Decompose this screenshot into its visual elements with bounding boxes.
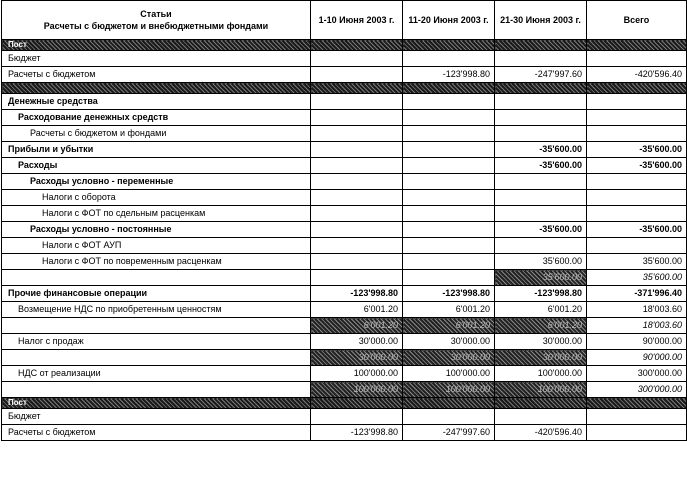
cell-total bbox=[587, 174, 687, 190]
row-label: Налоги с ФОТ АУП bbox=[2, 238, 311, 254]
cell-period-3 bbox=[495, 409, 587, 425]
table-row bbox=[2, 126, 687, 142]
cell-period-3: -123'998.80 bbox=[495, 286, 587, 302]
row-label bbox=[2, 83, 311, 94]
cell-period-1 bbox=[311, 110, 403, 126]
cell-period-1 bbox=[311, 206, 403, 222]
cell-period-3: -247'997.60 bbox=[495, 67, 587, 83]
cell-period-1: 100'000.00 bbox=[311, 382, 403, 398]
cell-total: 35'600.00 bbox=[587, 254, 687, 270]
header-row bbox=[2, 1, 687, 40]
row-label: Налоги с оборота bbox=[2, 190, 311, 206]
cell-period-2 bbox=[403, 398, 495, 409]
cell-period-1 bbox=[311, 51, 403, 67]
cell-total: -35'600.00 bbox=[587, 158, 687, 174]
cell-total: -371'996.40 bbox=[587, 286, 687, 302]
cell-total: 300'000.00 bbox=[587, 366, 687, 382]
table-row bbox=[2, 67, 687, 83]
cell-total bbox=[587, 238, 687, 254]
table-row bbox=[2, 158, 687, 174]
cell-period-1 bbox=[311, 222, 403, 238]
cell-period-3: 35'600.00 bbox=[495, 254, 587, 270]
table-row bbox=[2, 110, 687, 126]
cell-period-3: -35'600.00 bbox=[495, 142, 587, 158]
cell-period-2 bbox=[403, 126, 495, 142]
cell-period-1 bbox=[311, 40, 403, 51]
header-total: Всего bbox=[587, 1, 687, 40]
header-period-2: 11-20 Июня 2003 г. bbox=[403, 1, 495, 40]
cell-period-1: -123'998.80 bbox=[311, 425, 403, 441]
cell-period-3: 35'600.00 bbox=[495, 270, 587, 286]
table-row bbox=[2, 366, 687, 382]
cell-period-3: 6'001.20 bbox=[495, 318, 587, 334]
cell-total bbox=[587, 51, 687, 67]
cell-period-2: -123'998.80 bbox=[403, 67, 495, 83]
cell-total: 90'000.00 bbox=[587, 350, 687, 366]
row-label: Прочие финансовые операции bbox=[2, 286, 311, 302]
cell-total: 18'003.60 bbox=[587, 318, 687, 334]
cell-total: -420'596.40 bbox=[587, 67, 687, 83]
cell-total: 90'000.00 bbox=[587, 334, 687, 350]
cell-period-2 bbox=[403, 51, 495, 67]
table-row bbox=[2, 94, 687, 110]
cell-period-3 bbox=[495, 398, 587, 409]
cell-period-2: 30'000.00 bbox=[403, 350, 495, 366]
table-row bbox=[2, 238, 687, 254]
row-label: Бюджет bbox=[2, 409, 311, 425]
cell-period-2: 6'001.20 bbox=[403, 318, 495, 334]
cell-period-2 bbox=[403, 270, 495, 286]
cell-period-3: -35'600.00 bbox=[495, 222, 587, 238]
table-row bbox=[2, 398, 687, 409]
row-label: Налог с продаж bbox=[2, 334, 311, 350]
cell-period-1 bbox=[311, 126, 403, 142]
cell-period-2 bbox=[403, 94, 495, 110]
row-label: Возмещение НДС по приобретенным ценностям bbox=[2, 302, 311, 318]
cell-period-2 bbox=[403, 174, 495, 190]
cell-period-2: -123'998.80 bbox=[403, 286, 495, 302]
cell-total bbox=[587, 206, 687, 222]
cell-period-1: 6'001.20 bbox=[311, 302, 403, 318]
cell-period-2 bbox=[403, 206, 495, 222]
row-label bbox=[2, 350, 311, 366]
cell-period-2 bbox=[403, 409, 495, 425]
table-row bbox=[2, 51, 687, 67]
row-label: Налоги с ФОТ по сдельным расценкам bbox=[2, 206, 311, 222]
cell-period-1: 6'001.20 bbox=[311, 318, 403, 334]
row-label: Расчеты с бюджетом bbox=[2, 67, 311, 83]
cell-period-2: 100'000.00 bbox=[403, 382, 495, 398]
cell-period-3 bbox=[495, 110, 587, 126]
row-label: Налоги с ФОТ по повременным расценкам bbox=[2, 254, 311, 270]
cell-total: -35'600.00 bbox=[587, 222, 687, 238]
cell-period-1 bbox=[311, 158, 403, 174]
cell-period-2 bbox=[403, 222, 495, 238]
row-label: Пост bbox=[2, 398, 311, 409]
table-row bbox=[2, 409, 687, 425]
cell-period-1 bbox=[311, 83, 403, 94]
table-row bbox=[2, 190, 687, 206]
row-label: Денежные средства bbox=[2, 94, 311, 110]
cell-period-1 bbox=[311, 190, 403, 206]
cell-period-2 bbox=[403, 238, 495, 254]
cell-period-1: 30'000.00 bbox=[311, 350, 403, 366]
cell-period-3 bbox=[495, 40, 587, 51]
table-row bbox=[2, 318, 687, 334]
cell-period-2: 30'000.00 bbox=[403, 334, 495, 350]
cell-period-2: -247'997.60 bbox=[403, 425, 495, 441]
table-row bbox=[2, 270, 687, 286]
row-label: Расходы bbox=[2, 158, 311, 174]
row-label: Расчеты с бюджетом и фондами bbox=[2, 126, 311, 142]
cell-total bbox=[587, 94, 687, 110]
cell-period-1 bbox=[311, 94, 403, 110]
cell-period-3 bbox=[495, 238, 587, 254]
row-label: Расходы условно - постоянные bbox=[2, 222, 311, 238]
cell-total bbox=[587, 110, 687, 126]
cell-period-3: 30'000.00 bbox=[495, 350, 587, 366]
cell-period-3 bbox=[495, 126, 587, 142]
cell-period-1 bbox=[311, 174, 403, 190]
cell-period-3: 100'000.00 bbox=[495, 366, 587, 382]
cell-period-2: 6'001.20 bbox=[403, 302, 495, 318]
cell-period-1 bbox=[311, 398, 403, 409]
header-period-3: 21-30 Июня 2003 г. bbox=[495, 1, 587, 40]
cell-total bbox=[587, 190, 687, 206]
cell-total bbox=[587, 40, 687, 51]
header-article bbox=[2, 1, 311, 40]
cell-period-3: -35'600.00 bbox=[495, 158, 587, 174]
table-row bbox=[2, 206, 687, 222]
cell-total bbox=[587, 425, 687, 441]
cell-period-1 bbox=[311, 142, 403, 158]
cell-period-1 bbox=[311, 254, 403, 270]
header-period-1: 1-10 Июня 2003 г. bbox=[311, 1, 403, 40]
cell-period-3: 30'000.00 bbox=[495, 334, 587, 350]
cell-period-1 bbox=[311, 67, 403, 83]
cell-total bbox=[587, 398, 687, 409]
table-row bbox=[2, 382, 687, 398]
cell-period-1 bbox=[311, 409, 403, 425]
table-row bbox=[2, 142, 687, 158]
row-label bbox=[2, 318, 311, 334]
cell-period-2 bbox=[403, 158, 495, 174]
table-row bbox=[2, 83, 687, 94]
row-label: Расчеты с бюджетом bbox=[2, 425, 311, 441]
cell-period-1 bbox=[311, 270, 403, 286]
cell-period-3: -420'596.40 bbox=[495, 425, 587, 441]
cell-period-3: 100'000.00 bbox=[495, 382, 587, 398]
row-label: НДС от реализации bbox=[2, 366, 311, 382]
table-row bbox=[2, 286, 687, 302]
table-row bbox=[2, 334, 687, 350]
row-label: Пост bbox=[2, 40, 311, 51]
row-label: Бюджет bbox=[2, 51, 311, 67]
cell-total: -35'600.00 bbox=[587, 142, 687, 158]
table-row bbox=[2, 174, 687, 190]
cell-total: 35'600.00 bbox=[587, 270, 687, 286]
table-row bbox=[2, 425, 687, 441]
cell-period-3 bbox=[495, 94, 587, 110]
header-article-text: Статьи Расчеты с бюджетом и внебюджетными фондами bbox=[43, 9, 269, 31]
row-label bbox=[2, 382, 311, 398]
row-label: Расходование денежных средств bbox=[2, 110, 311, 126]
row-label: Прибыли и убытки bbox=[2, 142, 311, 158]
cell-period-3 bbox=[495, 83, 587, 94]
cell-total bbox=[587, 409, 687, 425]
cell-period-3: 6'001.20 bbox=[495, 302, 587, 318]
cell-period-2 bbox=[403, 254, 495, 270]
table-row bbox=[2, 40, 687, 51]
cell-period-1: 30'000.00 bbox=[311, 334, 403, 350]
cell-total: 18'003.60 bbox=[587, 302, 687, 318]
cell-period-3 bbox=[495, 174, 587, 190]
cell-total bbox=[587, 83, 687, 94]
cell-period-2 bbox=[403, 142, 495, 158]
cell-total bbox=[587, 126, 687, 142]
cell-period-1 bbox=[311, 238, 403, 254]
cell-period-2: 100'000.00 bbox=[403, 366, 495, 382]
cell-period-1: 100'000.00 bbox=[311, 366, 403, 382]
table-row bbox=[2, 222, 687, 238]
cell-period-3 bbox=[495, 190, 587, 206]
cell-period-2 bbox=[403, 40, 495, 51]
table-row bbox=[2, 254, 687, 270]
cell-total: 300'000.00 bbox=[587, 382, 687, 398]
cell-period-2 bbox=[403, 190, 495, 206]
cell-period-1: -123'998.80 bbox=[311, 286, 403, 302]
cell-period-3 bbox=[495, 206, 587, 222]
budget-settlements-table bbox=[1, 0, 687, 441]
table-row bbox=[2, 350, 687, 366]
cell-period-3 bbox=[495, 51, 587, 67]
cell-period-2 bbox=[403, 110, 495, 126]
cell-period-2 bbox=[403, 83, 495, 94]
table-row bbox=[2, 302, 687, 318]
row-label: Расходы условно - переменные bbox=[2, 174, 311, 190]
row-label bbox=[2, 270, 311, 286]
